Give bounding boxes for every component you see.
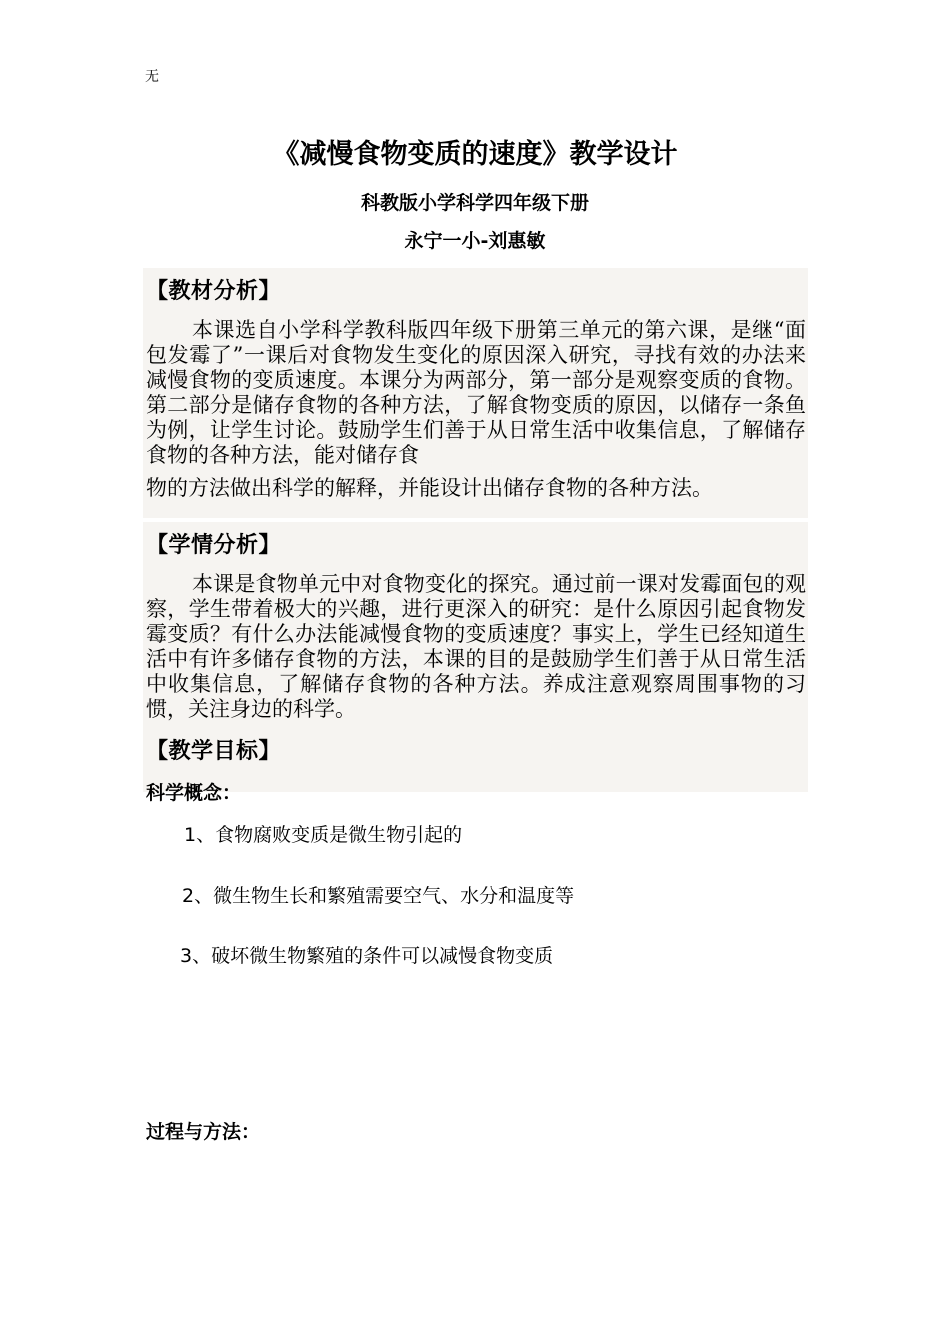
- material-analysis-paragraph: [146, 318, 806, 501]
- document-title: 《减慢食物变质的速度》教学设计: [272, 139, 678, 170]
- learner-analysis-paragraph: 本课是食物单元中对食物变化的探究。通过前一课对发霉面包的观察，学生带着极大的兴趣，进行更深入的研究：是什么原因引起食物发霉变质？有什么办法能减慢食物的变质速度？事实上，学生已经知道生活中有许多储存食物的方法，本课的目的是鼓励学生们善于从日常生活中收集信息，了解储存食物的各种方法。养成注意观察周围事物的习惯，关注身边的科学。: [146, 572, 806, 721]
- section-heading-learner-analysis: 【学情分析】: [146, 533, 282, 558]
- material-analysis-body-last: 物的方法做出科学的解释，并能设计出储存食物的各种方法。: [146, 476, 713, 500]
- section-heading-teaching-goals: 【教学目标】: [146, 739, 282, 764]
- document-author: 永宁一小-刘惠敏: [404, 230, 546, 252]
- process-methods-label: 过程与方法：: [146, 1121, 261, 1143]
- concept-item-1: 1、食物腐败变质是微生物引起的: [184, 824, 463, 846]
- section-heading-material-analysis: 【教材分析】: [146, 279, 282, 304]
- science-concepts-label: 科学概念：: [146, 782, 242, 804]
- concept-item-2: 2、微生物生长和繁殖需要空气、水分和温度等: [182, 885, 575, 907]
- header-mark: 无: [145, 69, 159, 85]
- document-subtitle: 科教版小学科学四年级下册: [360, 192, 589, 214]
- material-analysis-body: 本课选自小学科学教科版四年级下册第三单元的第六课，是继“面包发霉了”一课后对食物发生变化的原因深入研究，寻找有效的办法来减慢食物的变质速度。本课分为两部分，第一部分是观察变质的食物。第二部分是储存食物的各种方法，了解食物变质的原因，以储存一条鱼为例，让学生讨论。鼓励学生们善于从日常生活中收集信息，了解储存食物的各种方法，能对储存食: [146, 318, 806, 467]
- concept-item-3: 3、破坏微生物繁殖的条件可以减慢食物变质: [180, 945, 554, 967]
